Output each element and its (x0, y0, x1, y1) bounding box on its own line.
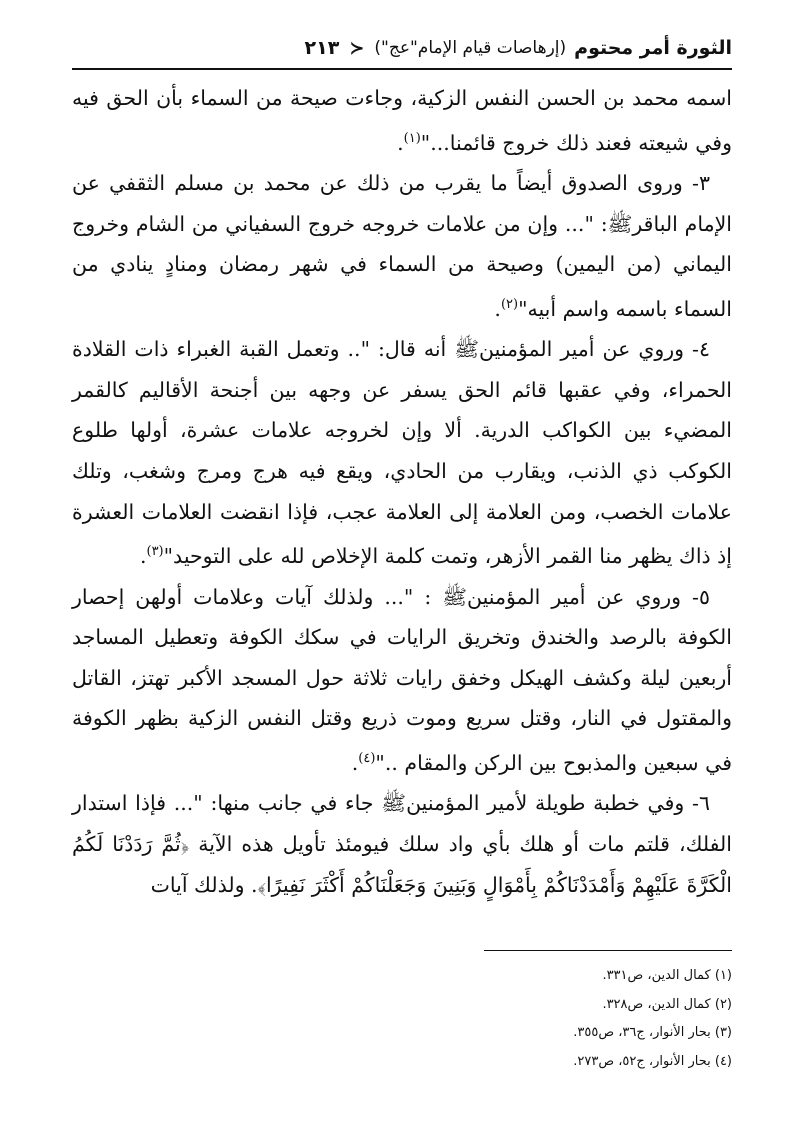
footnote-ref-1[interactable]: (١) (403, 130, 421, 146)
footnotes (300, 962, 732, 1076)
paragraph-5: ٦- وفي خطبة طويلة لأمير المؤمنينﷺ جاء في جانب منها: "... فإذا استدار الفلك، قلتم مات أو هلك بأي واد سلك فيومئذ تأويل هذه الآية ﴿ثُمَّ رَدَدْنَا لَكُمُ الْكَرَّةَ عَلَيْهِمْ وَأَمْدَدْنَاكُمْ بِأَمْوَالٍ وَبَنِينَ وَجَعَلْنَاكُمْ أَكْثَرَ نَفِيرًا﴾. ولذلك آيات (72, 791, 732, 897)
header-title: الثورة أمر محتوم (574, 37, 732, 59)
paragraph-2: ٣- وروى الصدوق أيضاً ما يقرب من ذلك عن محمد بن مسلم الثقفي عن الإمام الباقرﷺ: "... وإن من علامات خروجه خروج السفياني من الشام وخروج اليماني (من اليمين) وصيحة من السماء في شهر رمضان ومنادٍ ينادي من السماء باسمه واسم أبيه"$^{(٢)}$. (72, 171, 732, 321)
footnote-3: (٣) بحار الأنوار، ج٣٦، ص٣٥٥. (573, 1025, 732, 1040)
footnote-ref-2[interactable]: (٢) (500, 296, 519, 312)
footnote-4: (٤) بحار الأنوار، ج٥٢، ص٢٧٣. (573, 1053, 732, 1069)
footnote-ref-3[interactable]: (٣) (146, 544, 164, 560)
header-subtitle: (إرهاصات قيام الإمام"عج") (374, 38, 567, 58)
paragraph-1: اسمه محمد بن الحسن النفس الزكية، وجاءت صيحة من السماء بأن الحق فيه وفي شيعته فعند ذلك خروج قائمنا..."$^{(١)}$. (72, 86, 732, 155)
footnote-separator (484, 950, 732, 951)
header-ornament: ≺ (349, 37, 365, 59)
paragraph-4: ٥- وروي عن أمير المؤمنينﷺ : "... ولذلك آيات وعلامات أولهن إحصار الكوفة بالرصد والخندق وتخريق الرايات في سكك الكوفة وتعطيل المساجد أربعين ليلة وكشف الهيكل وخفق رايات ثلاثة حول المسجد الأكبر تهتز، القاتل والمقتول في النار، وقتل سريع وموت ذريع وقتل النفس الزكية بظهر الكوفة في سبعين والمذبوح بين الركن والمقام .."$^{(٤)}$. (72, 584, 732, 775)
footnote-2: (٢) كمال الدين، ص٣٢٨. (602, 996, 732, 1012)
running-header (72, 28, 732, 70)
page-number: ٢١٣ (304, 37, 340, 59)
paragraph-3: ٤- وروي عن أمير المؤمنينﷺ أنه قال: ".. وتعمل القبة الغبراء ذات القلادة الحمراء، وفي عقبها قائم الحق يسفر عن وجهه بين أجنحة الأقاليم كالقمر المضيء بين الكواكب الدرية. ألا وإن لخروجه علامات عشرة، أولها طلوع الكوكب ذي الذنب، ويقارب من الحادي، ويقع فيه هرج ومرج وشغب، وتلك علامات الخصب، ومن العلامة إلى العلامة عجب، فإذا انقضت العلامات العشرة إذ ذاك يظهر منا القمر الأزهر، وتمت كلمة الإخلاص لله على التوحيد"$^{(٣)}$. (72, 337, 732, 569)
main-text (72, 78, 732, 905)
footnote-ref-4[interactable]: (٤) (358, 750, 376, 766)
footnote-1: (١) كمال الدين، ص٣٣١. (602, 968, 732, 983)
